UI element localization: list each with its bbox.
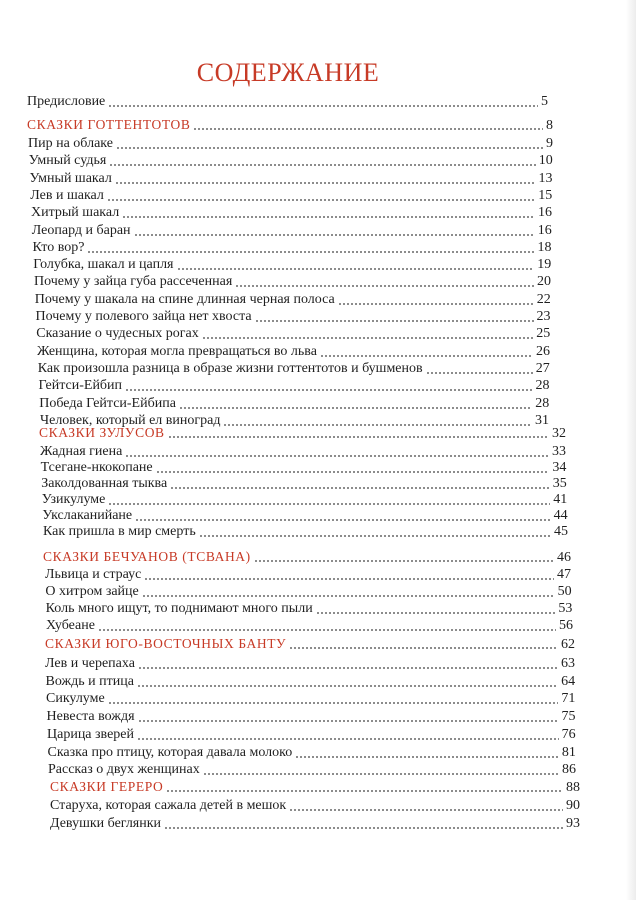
entry-title: Предисловие xyxy=(27,94,106,109)
toc-entry xyxy=(46,690,575,708)
page-number: 5 xyxy=(541,94,548,109)
page-number: 56 xyxy=(559,618,573,633)
dot-leader xyxy=(144,578,554,580)
dot-leader xyxy=(107,199,535,201)
page-number: 10 xyxy=(538,153,553,169)
page-number: 15 xyxy=(538,187,553,203)
entry-title: Леопард и баран xyxy=(31,222,131,238)
dot-leader xyxy=(289,647,558,649)
dot-leader xyxy=(137,738,559,740)
entry-title: Львица и страус xyxy=(45,567,142,582)
page-number: 28 xyxy=(535,378,550,394)
dot-leader xyxy=(98,629,556,631)
entry-title: Старуха, которая сажала детей в мешок xyxy=(50,798,287,813)
dot-leader xyxy=(193,128,543,130)
page-number: 13 xyxy=(538,170,553,186)
page-number: 27 xyxy=(535,360,550,376)
entry-title: Гейтси-Ейбип xyxy=(38,378,123,394)
entry-title: Почему у полевого зайца нет хвоста xyxy=(35,309,252,324)
toc-entry xyxy=(46,617,573,635)
entry-title: Лев и черепаха xyxy=(45,656,135,671)
dot-leader xyxy=(108,702,559,704)
dot-leader xyxy=(134,234,535,236)
entry-title: Как пришла в мир смерть xyxy=(43,524,196,539)
page-number: 75 xyxy=(561,709,576,725)
entry-title: Сказка про птицу, которая давала молоко xyxy=(47,744,293,760)
entry-title: Царица зверей xyxy=(47,726,135,742)
page-number: 53 xyxy=(558,601,573,616)
toc-entry xyxy=(33,239,552,257)
page-number: 16 xyxy=(537,222,552,238)
dot-leader xyxy=(168,436,549,438)
toc-entry xyxy=(36,308,551,326)
page-number: 26 xyxy=(536,343,550,359)
toc-entry xyxy=(36,325,550,343)
entry-title: Хитрый шакал xyxy=(31,205,120,221)
toc-section-heading xyxy=(45,635,575,653)
dot-leader xyxy=(109,164,535,166)
dot-leader xyxy=(137,685,558,687)
toc-entry xyxy=(47,726,576,744)
toc-entry xyxy=(34,273,551,291)
dot-leader xyxy=(177,268,535,270)
toc-section-heading xyxy=(27,116,553,134)
page-number: 35 xyxy=(552,476,567,491)
toc-entry xyxy=(29,152,553,170)
toc-entry xyxy=(31,204,552,222)
page-number: 63 xyxy=(561,656,575,671)
toc-entry xyxy=(50,797,580,815)
entry-title: Узикулуме xyxy=(41,492,106,507)
entry-title: О хитром зайце xyxy=(45,584,139,599)
toc-entry xyxy=(39,377,550,395)
page-number: 76 xyxy=(561,726,576,742)
page-edge-shadow xyxy=(626,0,636,900)
toc-section-heading xyxy=(39,424,566,442)
dot-leader xyxy=(320,355,533,357)
page-number: 64 xyxy=(561,673,576,689)
toc-entry xyxy=(48,761,576,779)
page-number: 33 xyxy=(552,444,566,459)
entry-title: Кто вор? xyxy=(32,239,85,255)
entry-title: Невеста вождя xyxy=(46,709,135,725)
entry-title: Как произошла разница в образе жизни готтентотов и бушменов xyxy=(37,360,423,376)
entry-title: Укслаканийане xyxy=(42,508,133,523)
page-title: СОДЕРЖАНИЕ xyxy=(196,58,380,87)
toc-entry xyxy=(35,291,551,309)
dot-leader xyxy=(125,455,549,457)
dot-leader xyxy=(115,182,536,184)
dot-leader xyxy=(426,372,533,374)
page-number: 45 xyxy=(554,524,568,539)
dot-leader xyxy=(255,320,534,322)
page-number: 44 xyxy=(553,508,568,523)
page-number: 86 xyxy=(562,762,576,778)
toc-entry xyxy=(45,566,571,584)
toc-section-heading xyxy=(43,548,571,566)
section-title: СКАЗКИ ЮГО-ВОСТОЧНЫХ БАНТУ xyxy=(45,636,287,651)
dot-leader xyxy=(108,105,538,107)
page-number: 90 xyxy=(566,798,580,813)
dot-leader xyxy=(87,251,534,253)
entry-title: Умный судья xyxy=(28,153,107,169)
dot-leader xyxy=(316,612,556,614)
page-number: 32 xyxy=(552,426,566,441)
page-number: 19 xyxy=(537,257,552,273)
page-number: 41 xyxy=(553,492,568,507)
toc-entry xyxy=(32,222,552,240)
page-number: 23 xyxy=(536,309,551,324)
entry-title: Девушки беглянки xyxy=(50,816,162,831)
page-number: 16 xyxy=(538,205,552,221)
entry-title: Тсегане-нкокопане xyxy=(40,460,153,475)
entry-title: Рассказ о двух женщинах xyxy=(48,762,200,778)
toc-entry xyxy=(38,360,550,378)
page-number: 8 xyxy=(546,118,553,133)
dot-leader xyxy=(338,303,534,305)
entry-title: Пир на облаке xyxy=(28,136,113,151)
page-number: 50 xyxy=(557,584,572,599)
dot-leader xyxy=(235,285,534,287)
entry-title: Голубка, шакал и цапля xyxy=(33,257,174,273)
dot-leader xyxy=(289,809,563,811)
dot-leader xyxy=(108,503,550,505)
entry-title: Почему у шакала на спине длинная черная полоса xyxy=(34,291,335,307)
toc-entry xyxy=(30,170,553,188)
page-number: 9 xyxy=(546,136,553,151)
page-number: 31 xyxy=(535,412,549,428)
page-number: 18 xyxy=(537,239,552,255)
toc-entry xyxy=(33,256,551,274)
dot-leader xyxy=(125,389,532,391)
toc-entry xyxy=(50,815,580,833)
entry-title: Почему у зайца губа рассеченная xyxy=(34,274,233,290)
dot-leader xyxy=(122,216,535,218)
dot-leader xyxy=(142,595,555,597)
toc-entry xyxy=(39,395,549,413)
section-title: СКАЗКИ ГЕРЕРО xyxy=(50,779,164,794)
toc-section-heading xyxy=(50,778,580,796)
page-number: 46 xyxy=(557,550,571,565)
dot-leader xyxy=(202,337,534,339)
entry-title: Победа Гейтси-Ейбипа xyxy=(39,395,176,411)
page-number: 20 xyxy=(537,274,551,290)
dot-leader xyxy=(164,827,563,829)
dot-leader xyxy=(138,667,558,669)
page-number: 22 xyxy=(536,291,551,307)
toc-entry xyxy=(46,600,573,618)
entry-title: Женщина, которая могла превращаться во льва xyxy=(37,343,317,359)
page-number: 34 xyxy=(552,460,567,475)
entry-title: Вождь и птица xyxy=(45,673,134,689)
entry-title: Жадная гиена xyxy=(40,444,123,459)
toc-entry xyxy=(30,187,552,205)
page-number: 81 xyxy=(561,744,576,760)
toc-entry xyxy=(47,708,576,726)
toc-entry xyxy=(28,135,553,153)
entry-title: Коль много ищут, то поднимают много пыли xyxy=(45,601,313,616)
page-number: 25 xyxy=(536,326,551,342)
entry-title: Умный шакал xyxy=(29,170,112,186)
toc-entry xyxy=(46,673,576,691)
dot-leader xyxy=(295,756,559,758)
entry-title: Человек, который ел виноград xyxy=(40,412,221,428)
page-number: 47 xyxy=(557,567,571,582)
section-title: СКАЗКИ БЕЧУАНОВ (ТСВАНА) xyxy=(43,549,251,564)
dot-leader xyxy=(116,147,543,149)
dot-leader xyxy=(179,407,532,409)
dot-leader xyxy=(254,560,554,562)
page-number: 62 xyxy=(561,637,575,652)
dot-leader xyxy=(156,471,550,473)
section-title: СКАЗКИ ЗУЛУСОВ xyxy=(39,425,165,440)
dot-leader xyxy=(170,487,550,489)
entry-title: Сказание о чудесных рогах xyxy=(36,326,199,342)
entry-title: Хубеане xyxy=(46,618,95,633)
page-number: 88 xyxy=(566,780,580,795)
toc-entry xyxy=(45,583,571,601)
toc-entry xyxy=(48,744,576,762)
page-number: 28 xyxy=(535,395,550,411)
dot-leader xyxy=(199,535,551,537)
dot-leader xyxy=(166,790,563,792)
toc-entry xyxy=(43,523,568,541)
dot-leader xyxy=(135,519,550,521)
section-title: СКАЗКИ ГОТТЕНТОТОВ xyxy=(27,117,191,132)
page-number: 71 xyxy=(561,691,576,707)
entry-title: Заколдованная тыква xyxy=(41,476,168,491)
dot-leader xyxy=(203,773,559,775)
page-number: 93 xyxy=(566,816,580,831)
toc-entry-preface xyxy=(27,93,548,111)
entry-title: Сикулуме xyxy=(46,691,105,707)
entry-title: Лев и шакал xyxy=(30,187,104,203)
toc-entry xyxy=(37,343,550,361)
dot-leader xyxy=(138,720,559,722)
toc-entry xyxy=(45,655,575,673)
